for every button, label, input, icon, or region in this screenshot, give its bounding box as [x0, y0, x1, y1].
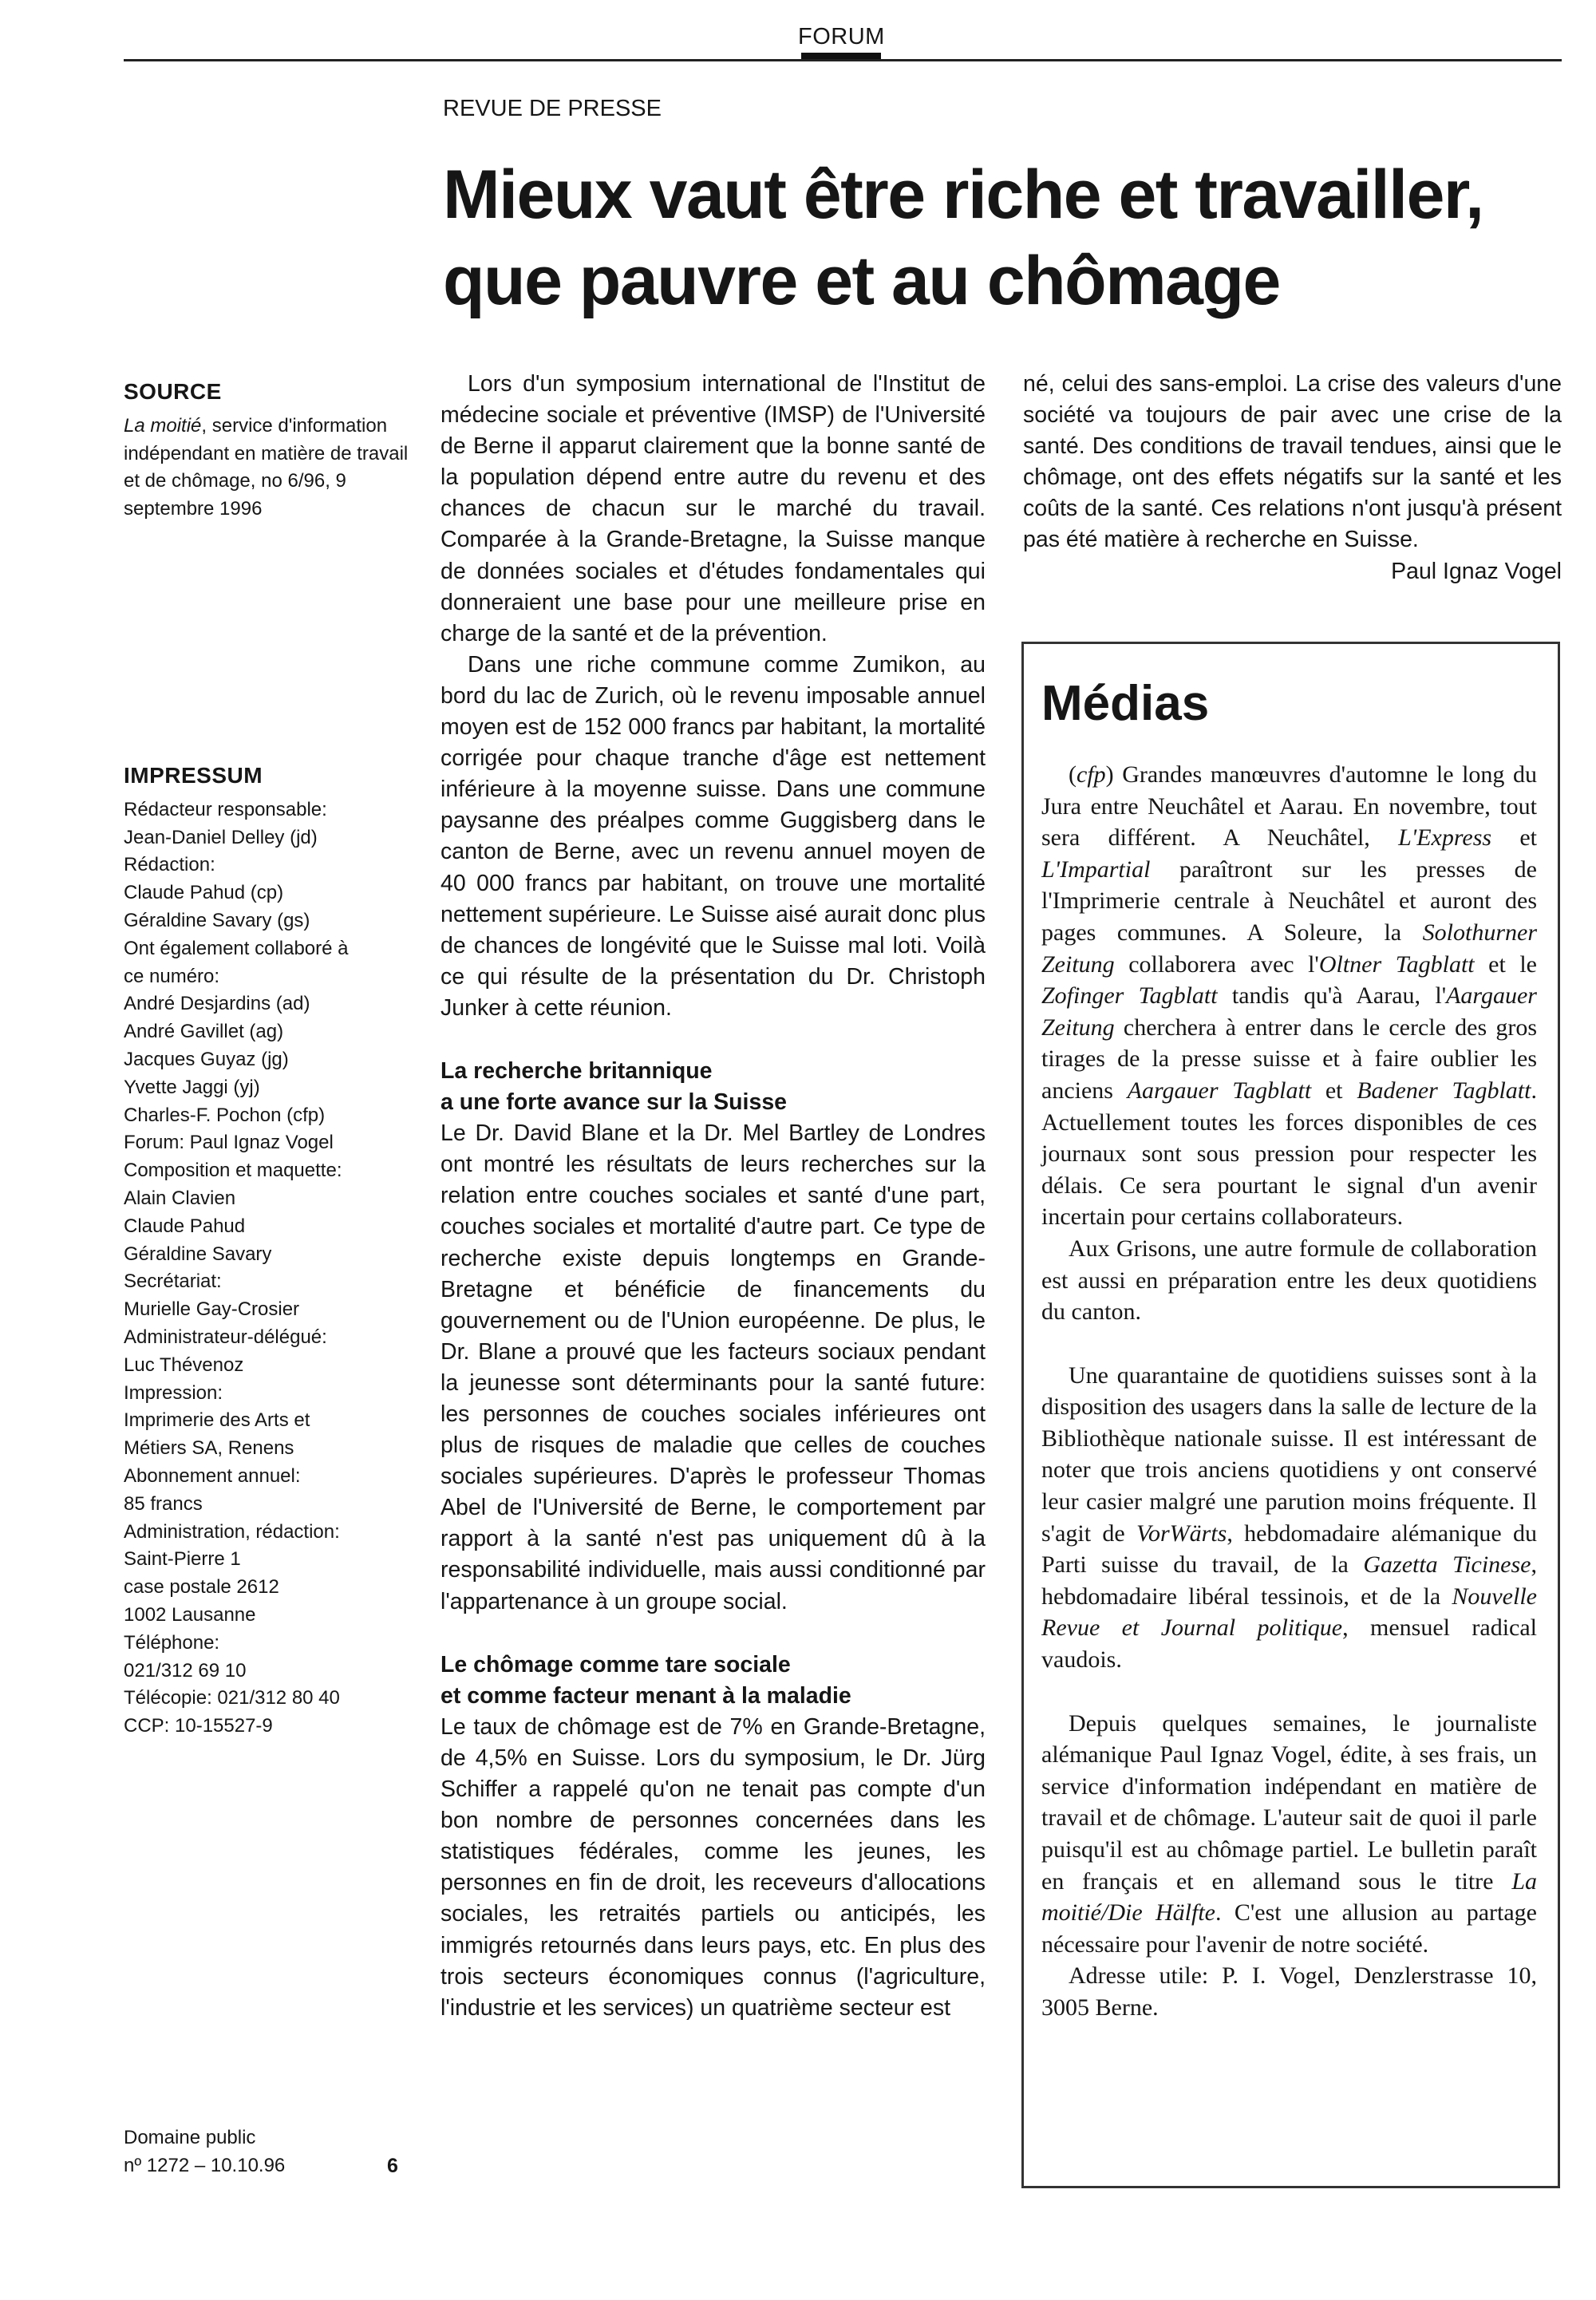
- medias-address: Adresse utile: P. I. Vogel, Denzlerstrasse 10, 3005 Berne.: [1041, 1962, 1537, 2021]
- impressum-line: Rédacteur responsable:: [124, 798, 327, 820]
- subheading-unemployment: Le chômage comme tare sociale et comme facteur menant à la maladie: [440, 1651, 851, 1709]
- medias-paragraph: Depuis quelques semaines, le journaliste alémanique Paul Ignaz Vogel, édite, à ses frais, un service d'information indépendant en matière de travail et de chômage. L'auteur sait de quoi il parle puisqu'il est au chômage partiel. Le bulletin paraît en français et en allemand sous le titre La moitié/Die Hälfte. C'est une allusion au partage nécessaire pour l'avenir de notre société.: [1041, 1709, 1537, 1958]
- impressum-line: Administrateur-délégué:: [124, 1326, 327, 1348]
- impressum-line: André Gavillet (ag): [124, 1021, 284, 1043]
- medias-title: Médias: [1041, 676, 1210, 731]
- source-box: [124, 378, 411, 524]
- impressum-line: Secrétariat:: [124, 1271, 222, 1293]
- impressum-list: [124, 796, 411, 1741]
- medias-paragraph: Aux Grisons, une autre formule de collaboration est aussi en préparation entre les deux quotidiens du canton.: [1041, 1235, 1537, 1326]
- source-publication: La moitié: [124, 414, 202, 437]
- impressum-line: Yvette Jaggi (yj): [124, 1076, 260, 1098]
- footer-publication: Domaine public: [124, 2127, 256, 2148]
- impressum-line: ce numéro:: [124, 965, 220, 987]
- impressum-line: Métiers SA, Renens: [124, 1437, 294, 1460]
- impressum-line: Géraldine Savary: [124, 1243, 272, 1265]
- impressum-line: Saint-Pierre 1: [124, 1548, 241, 1571]
- article-paragraph: Le Dr. David Blane et la Dr. Mel Bartley de Londres ont montré les résultats de leurs recherches sur la relation entre couches sociales et santé d'une part, couches sociales et mortalité d'autre part. Ce type de recherche existe depuis longtemps en Grande-Bretagne et bénéficie de financements du gouvernement ou de l'Union européenne. De plus, le Dr. Blane a prouvé que les facteurs sociaux pendant la jeunesse sont déterminants pour la santé future: les personnes de couches sociales inférieures ont plus de risques de maladie que celles de couches sociales supérieures. D'après le professeur Thomas Abel de l'Université de Berne, le comportement par rapport à la santé n'est pas uniquement dû à la responsabilité individuelle, mais aussi conditionné par l'appartenance à un groupe social.: [440, 1120, 986, 1614]
- impressum-line: André Desjardins (ad): [124, 993, 310, 1015]
- impressum-line: Forum: Paul Ignaz Vogel: [124, 1132, 334, 1154]
- article-column-1: [440, 369, 986, 2024]
- impressum-line: 85 francs: [124, 1492, 203, 1515]
- headline-line-2: que pauvre et au chômage: [443, 243, 1280, 319]
- article-paragraph: Lors d'un symposium international de l'Institut de médecine sociale et préventive (IMSP) de l'Université de Berne il apparut clairement que la bonne santé de la population dépend entre autre du revenu et des chances de chacun sur le marché du travail. Comparée à la Grande-Bretagne, la Suisse manque de données sociales et d'études fondamentales qui donneraient une base pour une meilleure prise en charge de la santé et de la prévention.: [440, 371, 986, 646]
- article-paragraph: né, celui des sans-emploi. La crise des valeurs d'une société va toujours de pair avec une crise de la santé. Des conditions de travail tendues, ainsi que le chômage, ont des effets négatifs sur la santé et les coûts de la santé. Ces relations n'ont jusqu'à présent pas été matière à recherche en Suisse.: [1023, 371, 1562, 553]
- headline: [443, 152, 1483, 324]
- medias-box: [1021, 642, 1560, 2188]
- impressum-line: Rédaction:: [124, 854, 215, 876]
- impressum-line: Administration, rédaction:: [124, 1520, 340, 1543]
- subheading-research: La recherche britannique a une forte avance sur la Suisse: [440, 1057, 788, 1116]
- impressum-line: Claude Pahud (cp): [124, 882, 284, 904]
- impressum-line: Géraldine Savary (gs): [124, 909, 310, 931]
- impressum-heading: IMPRESSUM: [124, 763, 263, 788]
- article-paragraph: Le taux de chômage est de 7% en Grande-Bretagne, de 4,5% en Suisse. Lors du symposium, le Dr. Jürg Schiffer a rappelé qu'on ne tenait pas compte d'un bon nombre de personnes concernées dans les statistiques fédérales, comme les jeunes, les personnes en fin de droit, les receveurs d'allocations sociales, les retraités partiels ou anticipés, les immigrés retournés dans leurs pays, etc. En plus des trois secteurs économiques connus (l'agriculture, l'industrie et les services) un quatrième secteur est: [440, 1713, 986, 2021]
- impressum-line: Jacques Guyaz (jg): [124, 1048, 289, 1070]
- source-heading: SOURCE: [124, 379, 222, 404]
- impressum-line: Alain Clavien: [124, 1187, 236, 1209]
- footer-issue: nº 1272 – 10.10.96: [124, 2154, 286, 2176]
- impressum-line: Jean-Daniel Delley (jd): [124, 826, 318, 848]
- impressum-line: Luc Thévenoz: [124, 1354, 244, 1376]
- impressum-line: Abonnement annuel:: [124, 1464, 301, 1487]
- impressum-line: Murielle Gay-Crosier: [124, 1298, 300, 1321]
- impressum-line: Composition et maquette:: [124, 1160, 342, 1182]
- headline-line-1: Mieux vaut être riche et travailler,: [443, 156, 1483, 233]
- article-column-2: [1023, 369, 1562, 587]
- medias-paragraph: Une quarantaine de quotidiens suisses sont à la disposition des usagers dans la salle de lecture de la Bibliothèque nationale suisse. Il est intéressant de noter que trois anciens quotidiens y ont conservé leur casier malgré une parution moins fréquente. Il s'agit de VorWärts, hebdomadaire alémanique du Parti suisse du travail, de la Gazetta Ticinese, hebdomadaire libéral tessinois, et de la Nouvelle Revue et Journal politique, mensuel radical vaudois.: [1041, 1361, 1537, 1674]
- kicker: REVUE DE PRESSE: [443, 96, 662, 121]
- impressum-line: 1002 Lausanne: [124, 1603, 256, 1626]
- page-footer: [124, 2124, 411, 2180]
- author-signature: Paul Ignaz Vogel: [1391, 558, 1562, 584]
- impressum-line: Téléphone:: [124, 1631, 220, 1654]
- header-rule: [124, 59, 1562, 61]
- impressum-line: Claude Pahud: [124, 1215, 246, 1237]
- impressum-line: Impression:: [124, 1381, 223, 1404]
- article-paragraph: Dans une riche commune comme Zumikon, au bord du lac de Zurich, où le revenu imposable annuel moyen est de 152 000 francs par habitant, la mortalité corrigée pour chaque tranche d'âge est nettement inférieure à la moyenne suisse. Dans une commune paysanne des préalpes comme Guggisberg dans le canton de Berne, avec un revenu annuel moyen de 40 000 francs par habitant, on trouve une mortalité nettement supérieure. Le Suisse aisé aurait donc plus de chances de longévité que le Suisse mal loti. Voilà ce qui résulte de la présentation du Dr. Christoph Junker à cette réunion.: [440, 651, 986, 1021]
- impressum: [124, 762, 411, 1741]
- page-number: 6: [387, 2155, 398, 2177]
- impressum-line: Ont également collaboré à: [124, 937, 349, 959]
- impressum-line: case postale 2612: [124, 1576, 279, 1599]
- medias-paragraph: (cfp) Grandes manœuvres d'automne le long du Jura entre Neuchâtel et Aarau. En novembre, tout sera différent. A Neuchâtel, L'Express et L'Impartial paraîtront sur les presses de l'Imprimerie centrale à Neuchâtel et auront des pages communes. A Soleure, la Solothurner Zeitung collaborera avec l'Oltner Tagblatt et le Zofinger Tagblatt tandis qu'à Aarau, l'Aargauer Zeitung cherchera à entrer dans le cercle des gros tirages de la presse suisse et à faire oublier les anciens Aargauer Tagblatt et Badener Tagblatt. Actuellement toutes les forces disponibles de ces journaux sont sous pression pour respecter les délais. Ce sera pourtant le signal d'un avenir incertain pour certains collaborateurs.: [1041, 761, 1537, 1231]
- impressum-line: 021/312 69 10: [124, 1659, 247, 1682]
- impressum-line: Charles-F. Pochon (cfp): [124, 1104, 326, 1126]
- source-text: [124, 413, 411, 524]
- impressum-line: CCP: 10-15527-9: [124, 1715, 273, 1737]
- impressum-line: Imprimerie des Arts et: [124, 1409, 310, 1432]
- source-description: , service d'information indépendant en matière de travail et de chômage, no 6/96, 9 septembre 1996: [124, 414, 409, 520]
- section-label: FORUM: [798, 24, 885, 49]
- impressum-line: Télécopie: 021/312 80 40: [124, 1687, 340, 1709]
